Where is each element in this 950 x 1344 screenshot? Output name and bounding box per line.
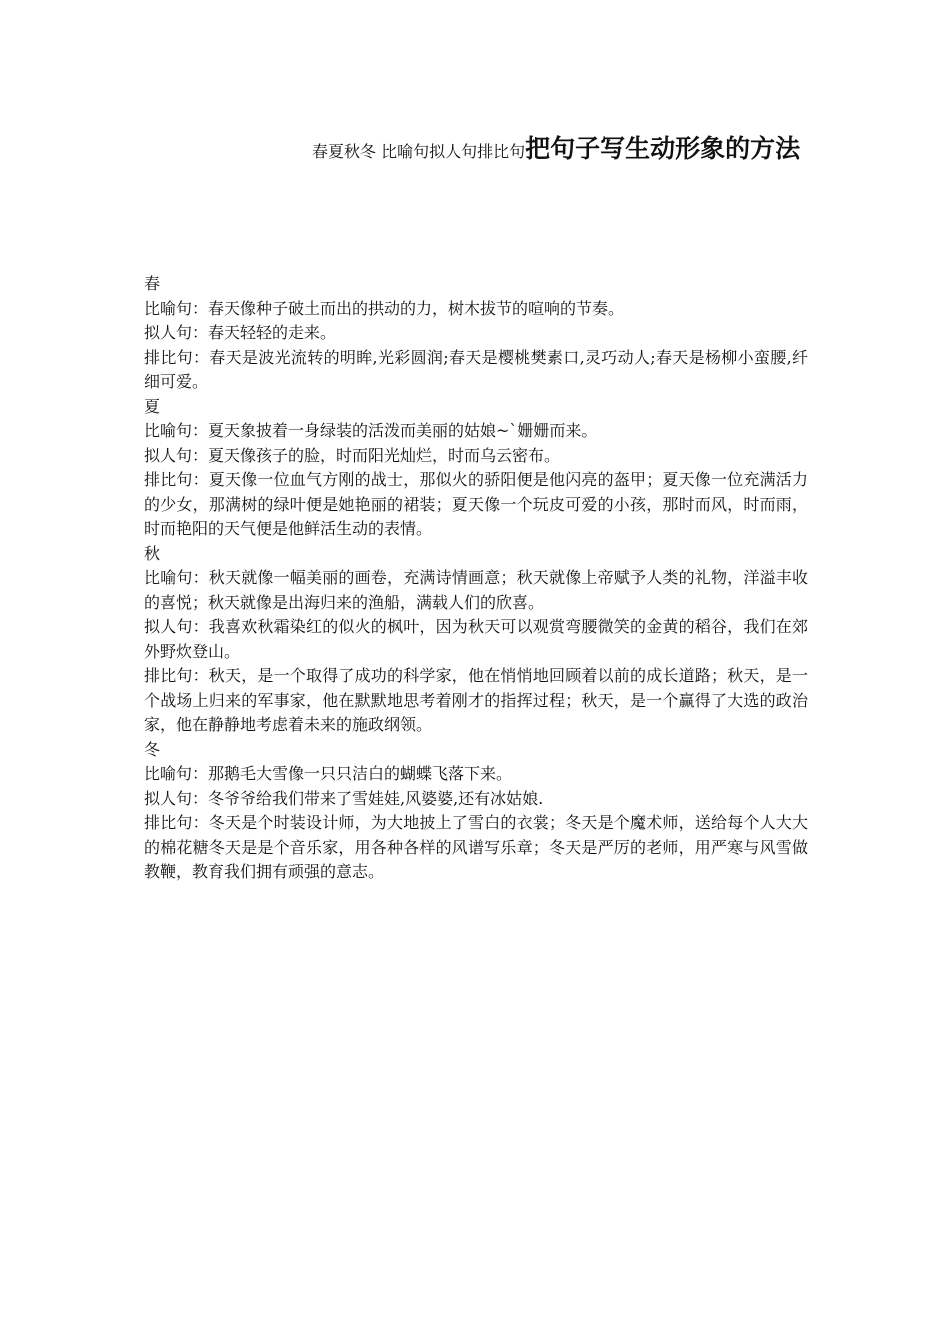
document-body [144,272,808,885]
summer-parallelism: 排比句：夏天像一位血气方刚的战士，那似火的骄阳便是他闪亮的盔甲；夏天像一位充满活力的少女，那满树的绿叶便是她艳丽的裙装；夏天像一个玩皮可爱的小孩，那时而风，时而雨，时而艳阳的天气便是他鲜活生动的表情。 [144,470,808,538]
document-title [144,130,804,171]
spring-personification: 拟人句：春天轻轻的走来。 [144,323,337,342]
summer-metaphor: 比喻句：夏天象披着一身绿装的活泼而美丽的姑娘~`姗姗而来。 [144,421,598,440]
autumn-parallelism: 排比句：秋天，是一个取得了成功的科学家，他在悄悄地回顾着以前的成长道路；秋天，是一个战场上归来的军事家，他在默默地思考着刚才的指挥过程；秋天，是一个赢得了大选的政治家，他在静静地考虑着未来的施政纲领。 [144,666,808,734]
season-heading-winter: 冬 [144,739,161,759]
season-heading-summer: 夏 [144,396,161,416]
autumn-personification: 拟人句：我喜欢秋霜染红的似火的枫叶，因为秋天可以观赏弯腰微笑的金黄的稻谷，我们在郊外野炊登山。 [144,617,808,661]
summer-personification: 拟人句：夏天像孩子的脸，时而阳光灿烂，时而乌云密布。 [144,445,561,465]
winter-personification: 拟人句：冬爷爷给我们带来了雪娃娃,风婆婆,还有冰姑娘. [144,788,544,808]
spring-metaphor: 比喻句：春天像种子破土而出的拱动的力，树木拔节的喧响的节奏。 [144,298,625,318]
spring-parallelism: 排比句：春天是波光流转的明眸,光彩圆润;春天是樱桃樊素口,灵巧动人;春天是杨柳小蛮腰,纤细可爱。 [144,347,808,391]
winter-parallelism: 排比句：冬天是个时装设计师，为大地披上了雪白的衣裳；冬天是个魔术师，送给每个人大大的棉花糖冬天是是个音乐家，用各种各样的风谱写乐章；冬天是严厉的老师，用严寒与风雪做教鞭，教育我们拥有顽强的意志。 [144,813,808,881]
autumn-metaphor: 比喻句：秋天就像一幅美丽的画卷，充满诗情画意；秋天就像上帝赋予人类的礼物，洋溢丰收的喜悦；秋天就像是出海归来的渔船，满载人们的欣喜。 [144,568,808,612]
winter-metaphor: 比喻句：那鹅毛大雪像一只只洁白的蝴蝶飞落下来。 [144,764,513,783]
season-heading-autumn: 秋 [144,543,161,563]
title-main: 把句子写生动形象的方法 [525,134,801,163]
title-subtitle: 春夏秋冬 比喻句拟人句排比句 [312,142,526,161]
season-heading-spring: 春 [144,274,161,293]
